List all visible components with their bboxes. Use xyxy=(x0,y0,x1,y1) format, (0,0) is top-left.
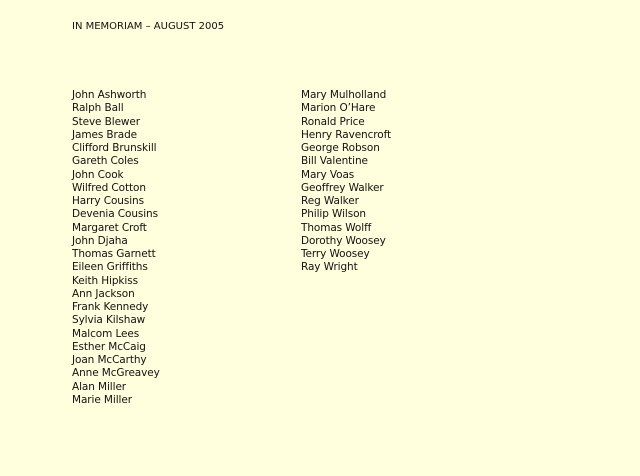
name-entry: Dorothy Woosey xyxy=(301,234,386,247)
page-title: IN MEMORIAM – AUGUST 2005 xyxy=(72,21,225,32)
name-entry: John Djaha xyxy=(72,234,128,247)
names-column-left xyxy=(72,89,160,407)
name-entry: Eileen Griffiths xyxy=(72,261,148,274)
name-entry: John Ashworth xyxy=(72,89,147,101)
name-entry: Marie Miller xyxy=(72,393,132,406)
name-entry: Ann Jackson xyxy=(72,287,135,300)
name-entry: Keith Hipkiss xyxy=(72,274,138,287)
name-entry: Esther McCaig xyxy=(72,340,146,353)
name-entry: Devenia Cousins xyxy=(72,208,158,221)
name-entry: Thomas Garnett xyxy=(72,248,156,260)
name-entry: Alan Miller xyxy=(72,380,127,393)
name-entry: Marion O’Hare xyxy=(301,102,376,115)
name-entry: Wilfred Cotton xyxy=(72,181,146,194)
name-entry: Frank Kennedy xyxy=(72,301,149,313)
name-entry: George Robson xyxy=(301,142,380,154)
name-entry: Philip Wilson xyxy=(301,208,366,221)
name-entry: Mary Mulholland xyxy=(301,89,387,101)
name-entry: Anne McGreavey xyxy=(72,367,160,380)
name-entry: Ronald Price xyxy=(301,115,365,128)
name-entry: Clifford Brunskill xyxy=(72,142,157,154)
name-entry: Mary Voas xyxy=(301,168,355,181)
name-entry: Gareth Coles xyxy=(72,155,139,168)
name-entry: Ray Wright xyxy=(301,261,358,274)
name-entry: Sylvia Kilshaw xyxy=(72,314,146,327)
name-entry: Terry Woosey xyxy=(301,248,370,260)
name-entry: James Brade xyxy=(72,128,138,141)
name-entry: John Cook xyxy=(72,168,124,181)
name-entry: Reg Walker xyxy=(301,195,359,207)
name-entry: Steve Blewer xyxy=(72,115,140,128)
name-entry: Geoffrey Walker xyxy=(301,181,384,194)
name-entry: Malcom Lees xyxy=(72,327,140,340)
name-entry: Thomas Wolff xyxy=(301,221,372,234)
name-entry: Margaret Croft xyxy=(72,221,147,234)
names-column-right xyxy=(301,89,391,275)
name-entry: Ralph Ball xyxy=(72,102,124,115)
name-entry: Harry Cousins xyxy=(72,195,144,207)
name-entry: Henry Ravencroft xyxy=(301,128,392,141)
name-entry: Joan McCarthy xyxy=(72,354,147,366)
name-entry: Bill Valentine xyxy=(301,155,368,168)
